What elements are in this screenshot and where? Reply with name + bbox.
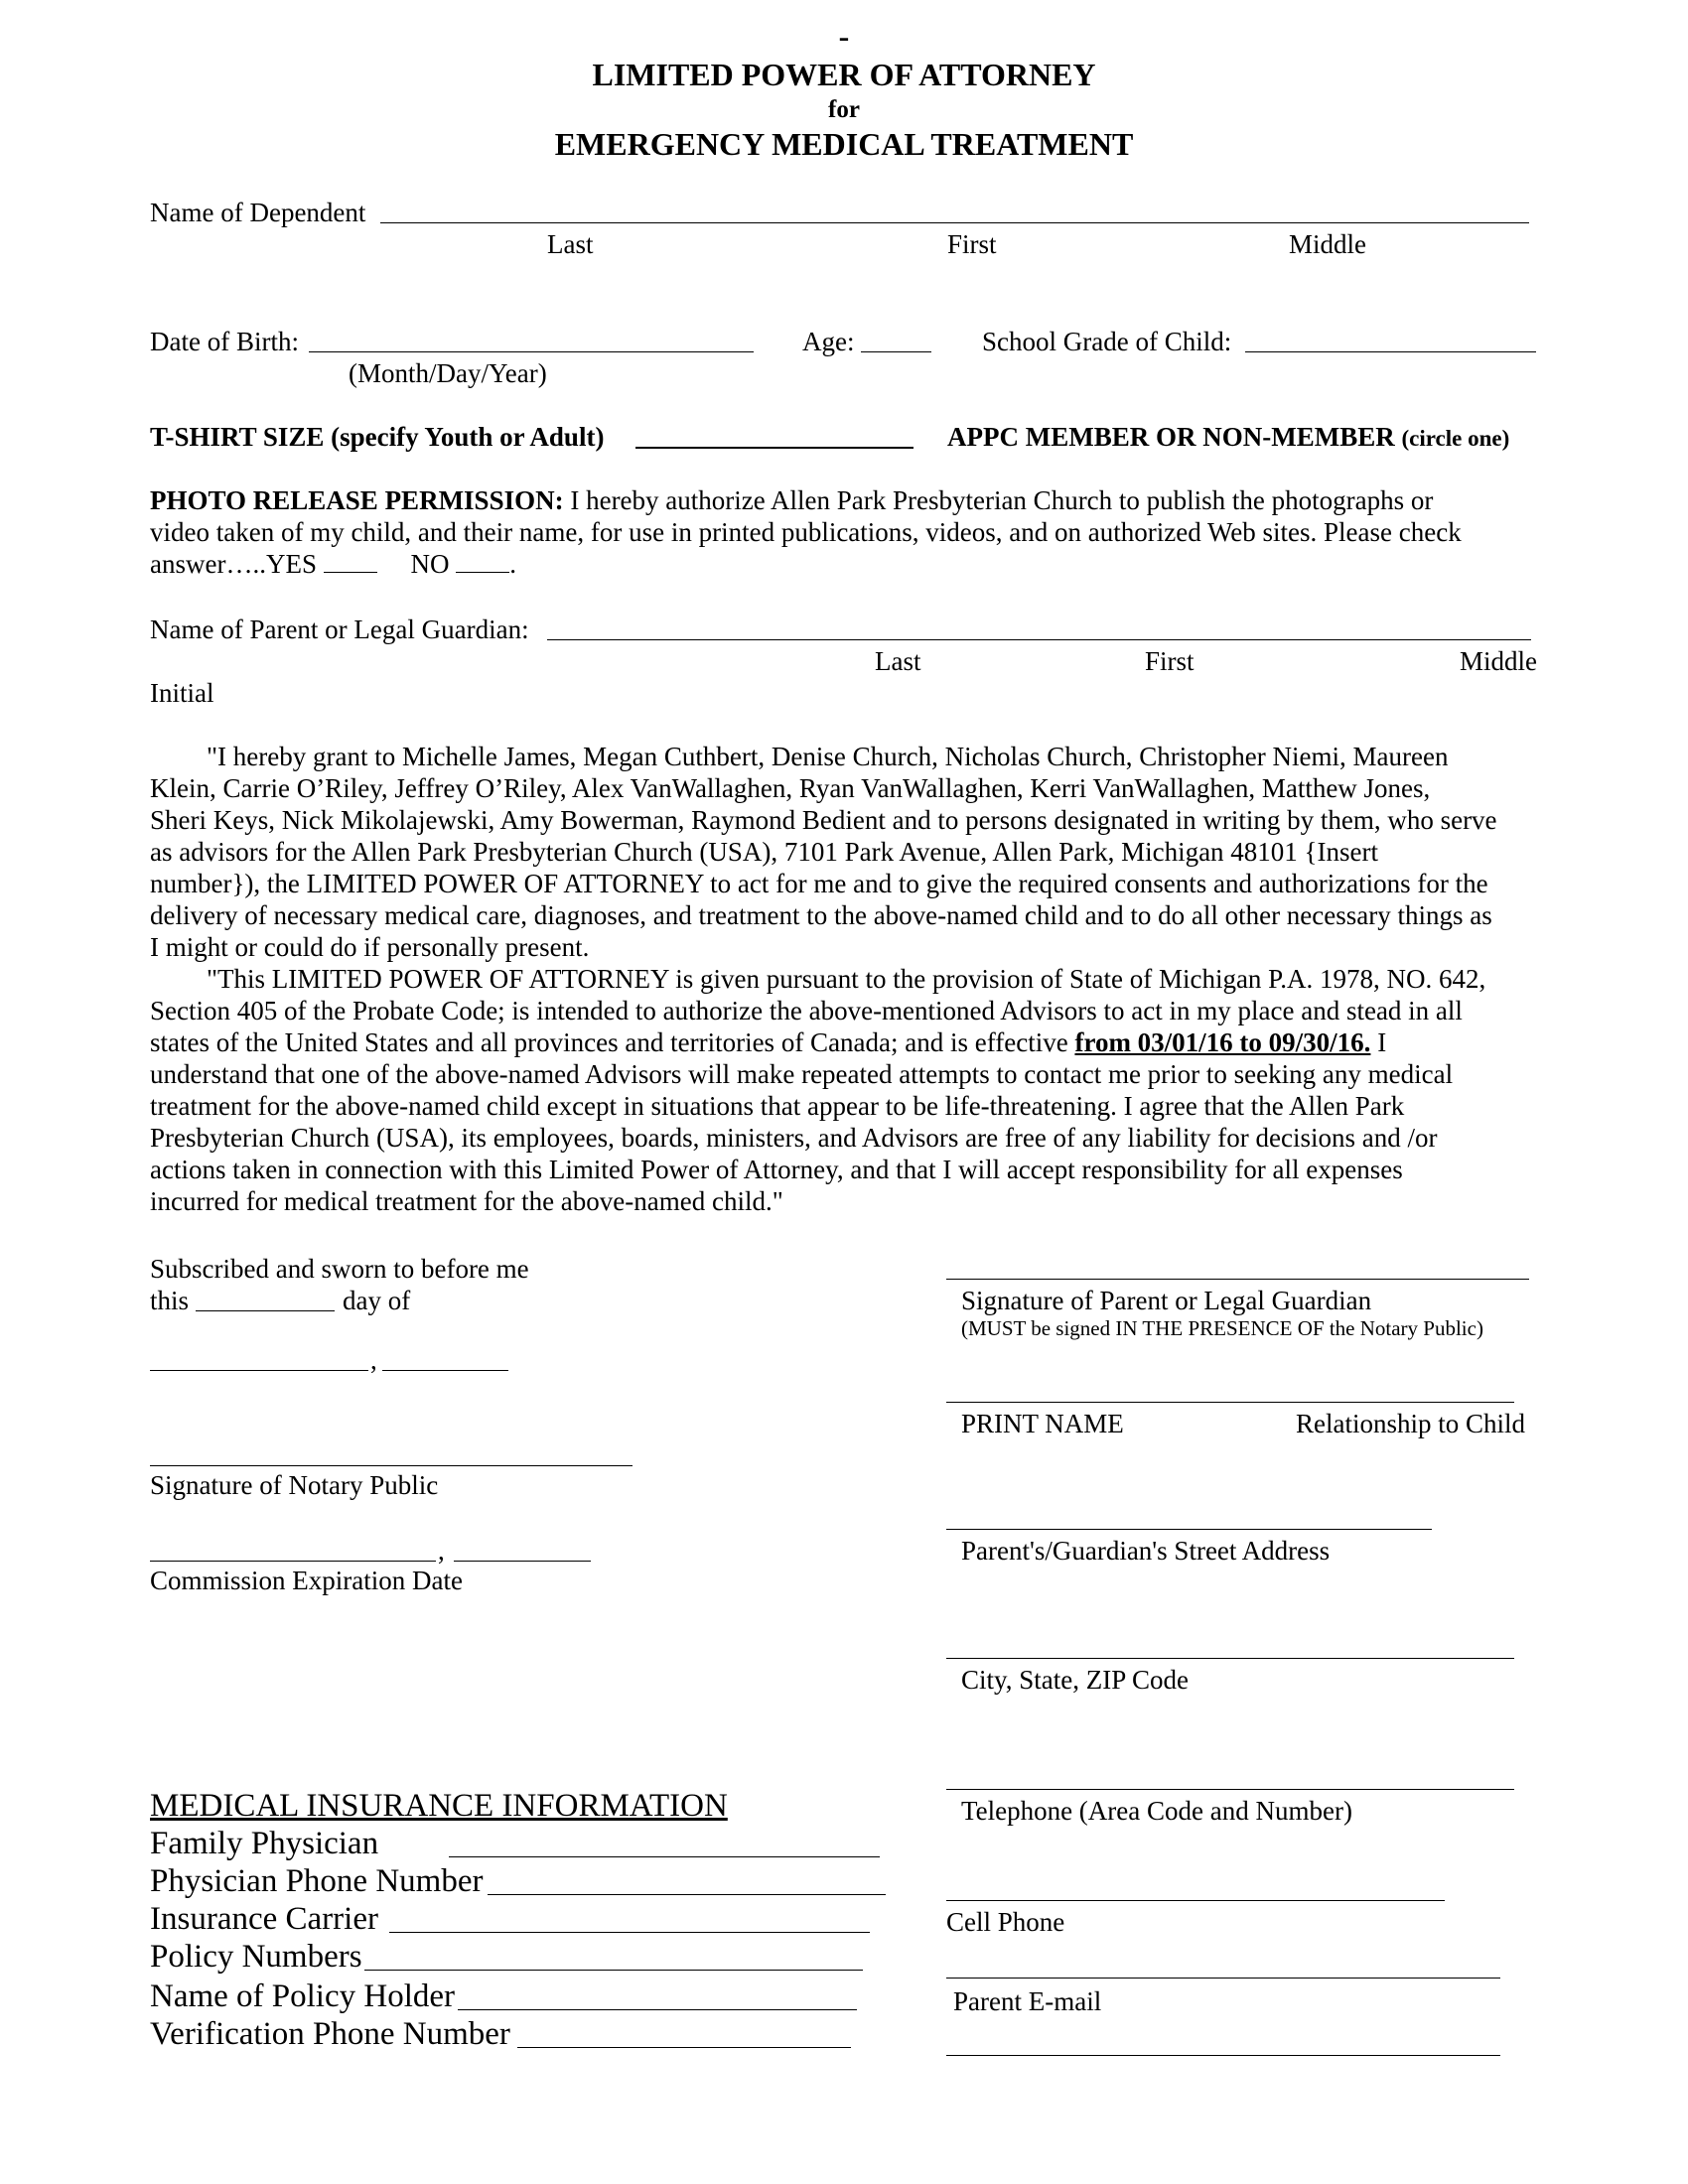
notary-signature-field[interactable]: [150, 1465, 633, 1466]
guardian-last-hint: Last: [875, 646, 921, 676]
title-for: for: [828, 96, 860, 123]
guardian-initial-hint: Initial: [150, 678, 214, 708]
relationship-label: Relationship to Child: [1296, 1409, 1526, 1438]
parent-signature-note: (MUST be signed IN THE PRESENCE OF the Notary Public): [961, 1316, 1483, 1340]
commission-comma: ,: [438, 1536, 445, 1566]
dob-label: Date of Birth:: [150, 327, 299, 356]
family-physician-label: Family Physician: [150, 1826, 379, 1861]
provision-line: Section 405 of the Probate Code; is intended to authorize the above-mentioned Advisors to act in my place and stead in all: [150, 996, 1463, 1025]
header-dash: -: [838, 18, 850, 54]
sworn-label: Subscribed and sworn to before me: [150, 1254, 529, 1284]
dependent-middle-hint: Middle: [1289, 229, 1366, 259]
parent-signature-field[interactable]: [946, 1279, 1529, 1280]
dob-field[interactable]: [309, 351, 754, 352]
commission-year-field[interactable]: [454, 1561, 591, 1562]
title-emergency-medical-treatment: EMERGENCY MEDICAL TREATMENT: [554, 126, 1134, 162]
commission-date-label: Commission Expiration Date: [150, 1566, 463, 1595]
member-status-label: [947, 421, 1509, 455]
tshirt-size-label: T-SHIRT SIZE (specify Youth or Adult): [150, 422, 605, 452]
dependent-first-hint: First: [947, 229, 997, 259]
provision-line: actions taken in connection with this Limited Power of Attorney, and that I will accept responsibility for all expenses: [150, 1155, 1403, 1184]
dependent-name-label: Name of Dependent: [150, 198, 366, 227]
provision-line: "This LIMITED POWER OF ATTORNEY is given pursuant to the provision of State of Michigan P.A. 1978, NO. 642,: [207, 964, 1486, 994]
photo-answer-no-label: NO: [410, 549, 450, 579]
member-status-text: APPC MEMBER OR NON-MEMBER: [947, 422, 1395, 452]
guardian-name-label: Name of Parent or Legal Guardian:: [150, 614, 529, 644]
provision-line: incurred for medical treatment for the above-named child.": [150, 1186, 783, 1216]
parent-email-field[interactable]: [946, 1978, 1500, 1979]
commission-date-field[interactable]: [150, 1561, 436, 1562]
provision-line: Presbyterian Church (USA), its employees, boards, ministers, and Advisors are free of any liability for decisions and /or: [150, 1123, 1438, 1153]
verification-phone-field[interactable]: [517, 2047, 851, 2048]
guardian-first-hint: First: [1145, 646, 1195, 676]
effective-dates: from 03/01/16 to 09/30/16.: [1074, 1027, 1371, 1057]
dob-hint: (Month/Day/Year): [349, 358, 547, 388]
physician-phone-field[interactable]: [488, 1894, 886, 1895]
grant-line: number}), the LIMITED POWER OF ATTORNEY to act for me and to give the required consents and authorizations for the: [150, 869, 1488, 898]
parent-signature-label: Signature of Parent or Legal Guardian: [961, 1286, 1372, 1315]
print-name-field[interactable]: [946, 1402, 1514, 1403]
photo-answer-period: .: [509, 549, 516, 579]
insurance-heading: MEDICAL INSURANCE INFORMATION: [150, 1788, 728, 1824]
policy-numbers-label: Policy Numbers: [150, 1939, 362, 1975]
provision-line3-post: I: [1370, 1027, 1387, 1057]
parent-email-extra-field[interactable]: [946, 2055, 1500, 2056]
sworn-day-field[interactable]: [196, 1310, 335, 1311]
title-limited-power-of-attorney: LIMITED POWER OF ATTORNEY: [592, 57, 1096, 92]
photo-no-field[interactable]: [456, 548, 509, 573]
city-state-zip-field[interactable]: [946, 1658, 1514, 1659]
guardian-name-field[interactable]: [547, 639, 1531, 640]
provision-line3-pre: states of the United States and all provinces and territories of Canada; and is effective: [150, 1027, 1075, 1057]
age-label: Age:: [802, 327, 855, 356]
school-grade-label: School Grade of Child:: [982, 327, 1232, 356]
insurance-carrier-label: Insurance Carrier: [150, 1901, 378, 1937]
grant-line: I might or could do if personally present.: [150, 932, 590, 962]
sworn-comma: ,: [370, 1345, 377, 1375]
cell-phone-label: Cell Phone: [946, 1907, 1065, 1937]
photo-release-section: [150, 484, 1548, 580]
sworn-month-field[interactable]: [150, 1370, 368, 1371]
street-address-label: Parent's/Guardian's Street Address: [961, 1536, 1331, 1566]
dependent-last-hint: Last: [547, 229, 594, 259]
cell-phone-field[interactable]: [946, 1900, 1445, 1901]
print-name-label: PRINT NAME: [961, 1409, 1124, 1438]
physician-phone-label: Physician Phone Number: [150, 1863, 484, 1899]
grant-line: as advisors for the Allen Park Presbyterian Church (USA), 7101 Park Avenue, Allen Park, Michigan 48101 {Insert: [150, 837, 1378, 867]
sworn-this-label: this: [150, 1286, 190, 1315]
street-address-field[interactable]: [946, 1529, 1432, 1530]
insurance-carrier-field[interactable]: [389, 1932, 870, 1933]
verification-phone-label: Verification Phone Number: [150, 2016, 510, 2052]
telephone-label: Telephone (Area Code and Number): [961, 1796, 1352, 1826]
grant-paragraph: [150, 741, 1548, 1217]
notary-signature-label: Signature of Notary Public: [150, 1470, 439, 1500]
dependent-name-field[interactable]: [380, 222, 1529, 223]
grant-line: Klein, Carrie O’Riley, Jeffrey O’Riley, Alex VanWallaghen, Ryan VanWallaghen, Kerri VanWallaghen, Matthew Jones,: [150, 773, 1431, 803]
guardian-middle-hint: Middle: [1460, 646, 1537, 676]
grant-line: delivery of necessary medical care, diagnoses, and treatment to the above-named child and to do all other necessary things as: [150, 900, 1492, 930]
photo-answer-yes-label: answer…..YES: [150, 549, 317, 579]
sworn-day-of-label: day of: [343, 1286, 411, 1315]
grant-line: "I hereby grant to Michelle James, Megan Cuthbert, Denise Church, Nicholas Church, Christopher Niemi, Maureen: [207, 742, 1449, 771]
city-state-zip-label: City, State, ZIP Code: [961, 1665, 1189, 1695]
member-status-hint: (circle one): [1401, 426, 1510, 451]
provision-line: understand that one of the above-named Advisors will make repeated attempts to contact me prior to seeking any medical: [150, 1059, 1454, 1089]
policy-holder-label: Name of Policy Holder: [150, 1979, 456, 2014]
photo-yes-field[interactable]: [324, 548, 377, 573]
age-field[interactable]: [861, 351, 931, 352]
policy-holder-field[interactable]: [458, 2009, 857, 2010]
telephone-field[interactable]: [946, 1789, 1514, 1790]
photo-release-line2: video taken of my child, and their name, for use in printed publications, videos, and on authorized Web sites. Please check: [150, 517, 1462, 547]
family-physician-field[interactable]: [449, 1856, 880, 1857]
provision-line: treatment for the above-named child except in situations that appear to be life-threatening. I agree that the Allen Park: [150, 1091, 1405, 1121]
grant-line: Sheri Keys, Nick Mikolajewski, Amy Bowerman, Raymond Bedient and to persons designated in writing by them, who serve: [150, 805, 1497, 835]
policy-numbers-field[interactable]: [364, 1970, 863, 1971]
parent-email-label: Parent E-mail: [953, 1986, 1102, 2016]
photo-release-label: PHOTO RELEASE PERMISSION:: [150, 485, 564, 515]
sworn-year-field[interactable]: [382, 1370, 508, 1371]
school-grade-field[interactable]: [1245, 351, 1536, 352]
photo-release-line1: I hereby authorize Allen Park Presbyterian Church to publish the photographs or: [563, 485, 1434, 515]
tshirt-size-field[interactable]: [635, 447, 914, 449]
